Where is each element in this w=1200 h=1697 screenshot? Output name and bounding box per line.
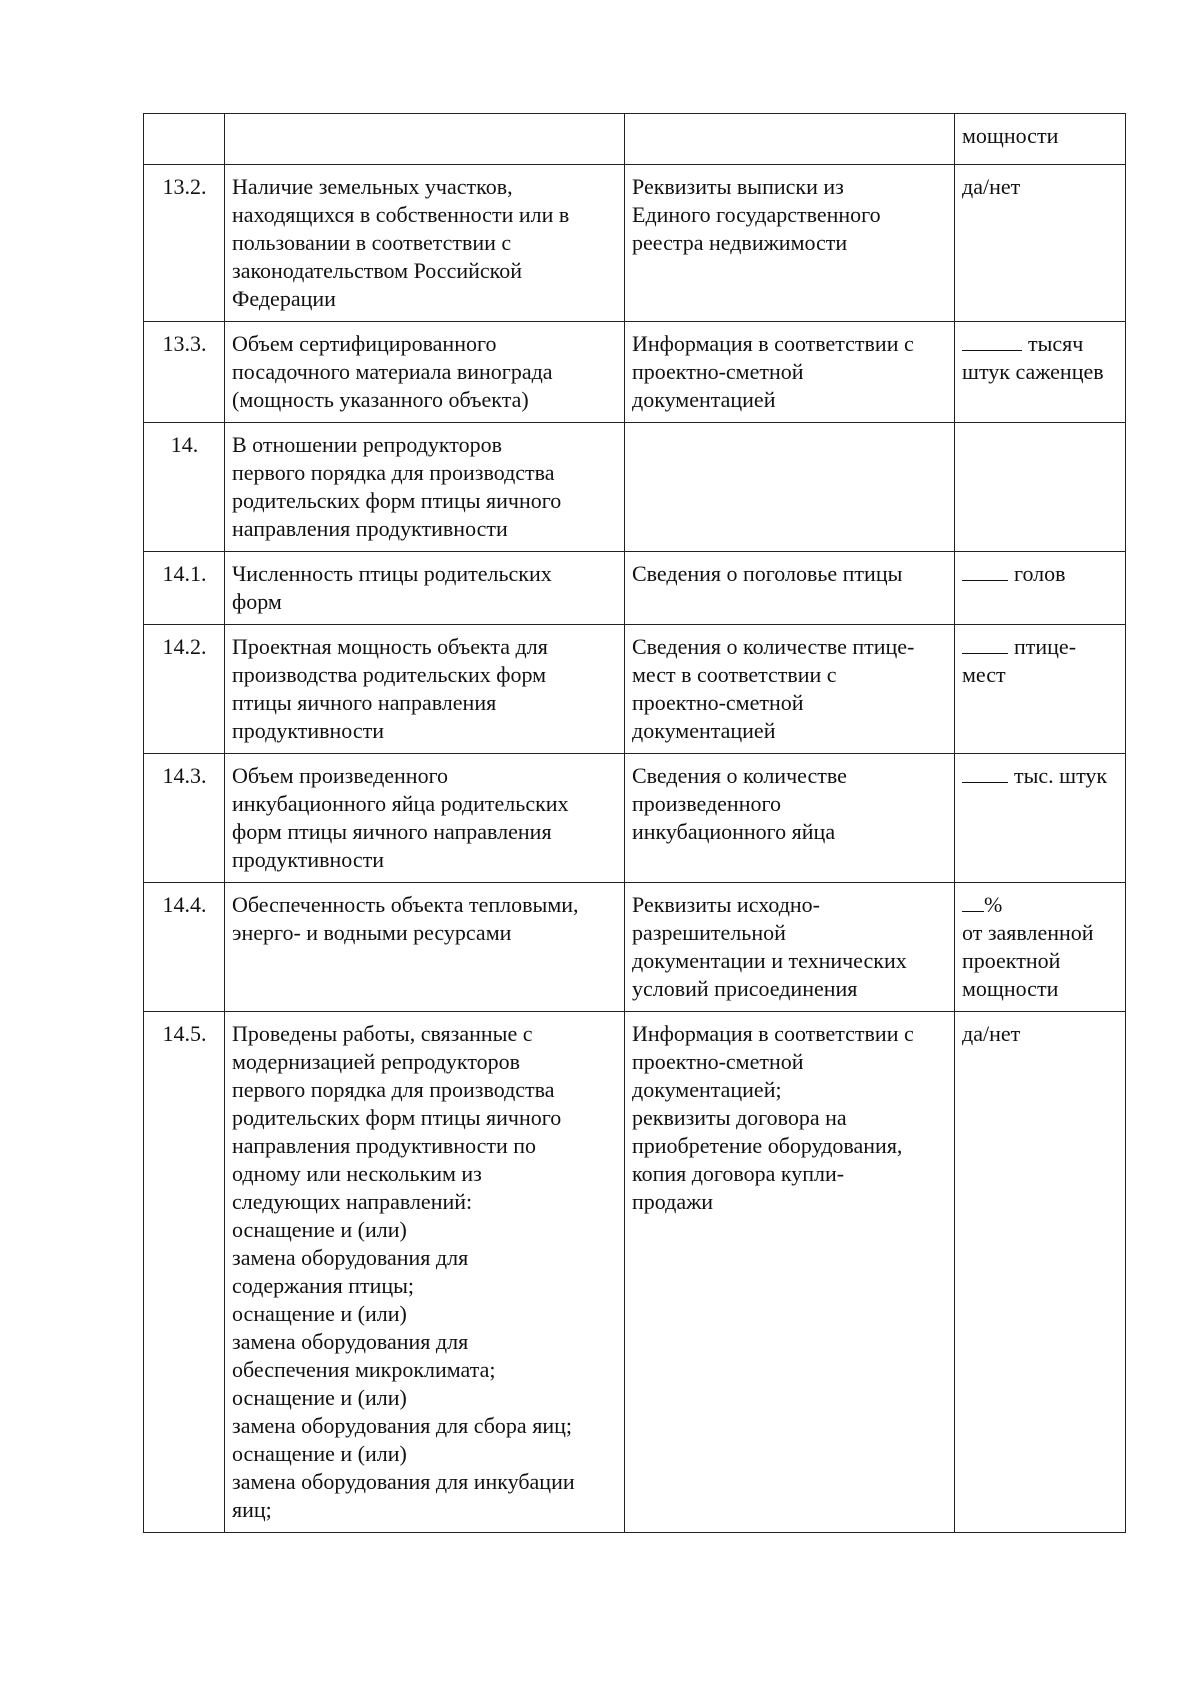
cell-line: Сведения о поголовье птицы: [632, 561, 903, 586]
cell-line: [962, 762, 1119, 790]
cell-line: Сведения о количестве птице-: [632, 634, 915, 659]
table-row: [144, 552, 1126, 625]
cell-line: Реквизиты исходно-: [632, 892, 820, 917]
cell-line: мест в соответствии с: [632, 662, 837, 687]
cell-line: родительских форм птицы яичного: [232, 488, 562, 513]
parameter-cell: [225, 883, 625, 1012]
row-number: 14.3.: [144, 754, 225, 883]
fill-in-blank: [962, 891, 984, 912]
unit-cell: [955, 552, 1126, 625]
cell-line: Обеспеченность объекта тепловыми,: [232, 892, 579, 917]
cell-line: продуктивности: [232, 847, 384, 872]
cell-line: мощности: [962, 123, 1059, 148]
cell-line: направления продуктивности по: [232, 1133, 537, 1158]
cell-line: проектно-сметной: [632, 1049, 804, 1074]
cell-line: замена оборудования для: [232, 1329, 469, 1354]
cell-line: оснащение и (или): [232, 1301, 407, 1326]
cell-line: [962, 560, 1119, 588]
fill-in-blank: [962, 330, 1022, 351]
cell-line: форм птицы яичного направления: [232, 819, 552, 844]
cell-line: птицы яичного направления: [232, 690, 497, 715]
cell-line: (мощность указанного объекта): [232, 387, 529, 412]
table-row: [144, 883, 1126, 1012]
cell-line: первого порядка для производства: [232, 460, 555, 485]
source-cell: [625, 883, 955, 1012]
cell-line: документацией: [632, 387, 776, 412]
table-row: [144, 322, 1126, 423]
parameter-cell: [225, 165, 625, 322]
cell-line: находящихся в собственности или в: [232, 202, 570, 227]
cell-line: Реквизиты выписки из: [632, 174, 844, 199]
row-number: [144, 114, 225, 165]
cell-line: реквизиты договора на: [632, 1105, 847, 1130]
cell-line: посадочного материала винограда: [232, 359, 553, 384]
cell-line: Федерации: [232, 286, 336, 311]
row-number: 14.: [144, 423, 225, 552]
unit-cell: [955, 883, 1126, 1012]
parameter-cell: [225, 423, 625, 552]
cell-line: первого порядка для производства: [232, 1077, 555, 1102]
cell-line: замена оборудования для сбора яиц;: [232, 1413, 572, 1438]
cell-line: реестра недвижимости: [632, 230, 848, 255]
cell-line: мест: [962, 662, 1006, 687]
cell-line: [962, 633, 1119, 661]
cell-line: замена оборудования для: [232, 1245, 469, 1270]
cell-line: Информация в соответствии с: [632, 331, 914, 356]
unit-cell: [955, 423, 1126, 552]
cell-line: разрешительной: [632, 920, 786, 945]
cell-line: документации и технических: [632, 948, 907, 973]
cell-line: копия договора купли-: [632, 1161, 845, 1186]
unit-cell: [955, 625, 1126, 754]
table-row: [144, 625, 1126, 754]
cell-line: форм: [232, 589, 282, 614]
unit-text: тыс. штук: [1014, 763, 1108, 788]
cell-line: одному или нескольким из: [232, 1161, 482, 1186]
unit-cell: [955, 322, 1126, 423]
parameter-cell: [225, 625, 625, 754]
cell-line: от заявленной: [962, 920, 1094, 945]
parameter-cell: [225, 754, 625, 883]
row-number: 14.1.: [144, 552, 225, 625]
table-row: [144, 754, 1126, 883]
fill-in-blank: [962, 560, 1008, 581]
source-cell: [625, 322, 955, 423]
cell-line: инкубационного яйца родительских: [232, 791, 569, 816]
requirements-table: [143, 113, 1126, 1533]
row-number: 14.5.: [144, 1012, 225, 1533]
fill-in-blank: [962, 633, 1008, 654]
table-row: [144, 1012, 1126, 1533]
cell-line: Объем произведенного: [232, 763, 449, 788]
cell-line: оснащение и (или): [232, 1217, 407, 1242]
parameter-cell: [225, 552, 625, 625]
unit-text: голов: [1014, 561, 1066, 586]
cell-line: Численность птицы родительских: [232, 561, 552, 586]
cell-line: документацией: [632, 718, 776, 743]
table-row: [144, 423, 1126, 552]
cell-line: Проектная мощность объекта для: [232, 634, 548, 659]
cell-line: проектно-сметной: [632, 690, 804, 715]
cell-line: Проведены работы, связанные с: [232, 1021, 533, 1046]
unit-cell: [955, 165, 1126, 322]
source-cell: [625, 423, 955, 552]
cell-line: Единого государственного: [632, 202, 881, 227]
row-number: 13.2.: [144, 165, 225, 322]
source-cell: [625, 754, 955, 883]
cell-line: оснащение и (или): [232, 1385, 407, 1410]
source-cell: [625, 625, 955, 754]
cell-line: оснащение и (или): [232, 1441, 407, 1466]
source-cell: [625, 114, 955, 165]
cell-line: продуктивности: [232, 718, 384, 743]
cell-line: мощности: [962, 976, 1059, 1001]
fill-in-blank: [962, 762, 1008, 783]
cell-line: штук саженцев: [962, 359, 1104, 384]
unit-cell: [955, 114, 1126, 165]
table-row: [144, 165, 1126, 322]
cell-line: проектно-сметной: [632, 359, 804, 384]
cell-line: следующих направлений:: [232, 1189, 473, 1214]
cell-line: производства родительских форм: [232, 662, 547, 687]
cell-line: условий присоединения: [632, 976, 858, 1001]
cell-line: Объем сертифицированного: [232, 331, 497, 356]
cell-line: проектной: [962, 948, 1061, 973]
parameter-cell: [225, 1012, 625, 1533]
cell-line: документацией;: [632, 1077, 782, 1102]
cell-line: инкубационного яйца: [632, 819, 836, 844]
row-number: 13.3.: [144, 322, 225, 423]
cell-line: родительских форм птицы яичного: [232, 1105, 562, 1130]
cell-line: яиц;: [232, 1497, 272, 1522]
unit-text: тысяч: [1028, 331, 1084, 356]
cell-line: направления продуктивности: [232, 516, 508, 541]
cell-line: содержания птицы;: [232, 1273, 415, 1298]
parameter-cell: [225, 114, 625, 165]
source-cell: [625, 165, 955, 322]
cell-line: законодательством Российской: [232, 258, 522, 283]
cell-line: да/нет: [962, 174, 1021, 199]
table-row: [144, 114, 1126, 165]
unit-text: %: [984, 892, 1003, 917]
parameter-cell: [225, 322, 625, 423]
unit-cell: [955, 754, 1126, 883]
cell-line: да/нет: [962, 1021, 1021, 1046]
cell-line: пользовании в соответствии с: [232, 230, 512, 255]
cell-line: приобретение оборудования,: [632, 1133, 903, 1158]
source-cell: [625, 1012, 955, 1533]
cell-line: Сведения о количестве: [632, 763, 847, 788]
row-number: 14.4.: [144, 883, 225, 1012]
cell-line: Наличие земельных участков,: [232, 174, 513, 199]
cell-line: продажи: [632, 1189, 714, 1214]
cell-line: замена оборудования для инкубации: [232, 1469, 575, 1494]
cell-line: [962, 891, 1119, 919]
unit-text: птице-: [1014, 634, 1077, 659]
cell-line: [962, 330, 1119, 358]
unit-cell: [955, 1012, 1126, 1533]
source-cell: [625, 552, 955, 625]
cell-line: обеспечения микроклимата;: [232, 1357, 496, 1382]
cell-line: энерго- и водными ресурсами: [232, 920, 512, 945]
cell-line: модернизацией репродукторов: [232, 1049, 521, 1074]
cell-line: Информация в соответствии с: [632, 1021, 914, 1046]
cell-line: произведенного: [632, 791, 781, 816]
cell-line: В отношении репродукторов: [232, 432, 503, 457]
row-number: 14.2.: [144, 625, 225, 754]
